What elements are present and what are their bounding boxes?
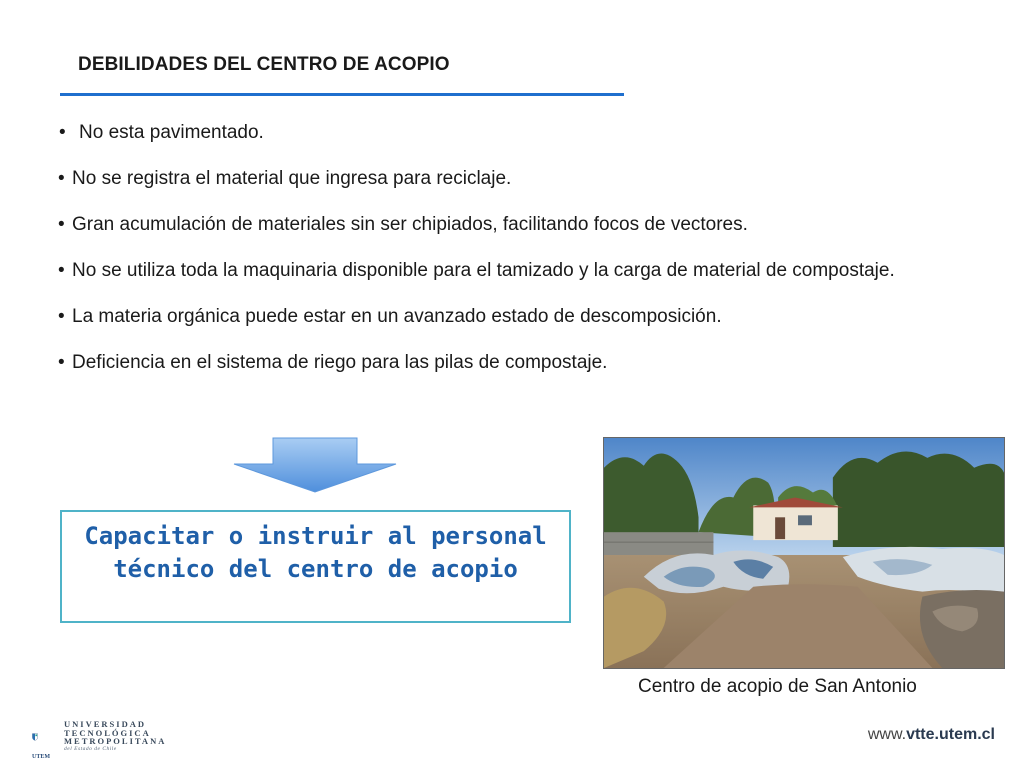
weakness-list (58, 110, 994, 386)
list-item-text: La materia orgánica puede estar en un avanzado estado de descomposición. (72, 306, 722, 327)
university-logo (64, 720, 166, 753)
list-item-text: No esta pavimentado. (79, 122, 264, 143)
list-item-text: Deficiencia en el sistema de riego para las pilas de compostaje. (72, 352, 608, 373)
bullet-icon: • (58, 260, 65, 281)
collection-site-photo (603, 437, 1005, 669)
down-arrow-icon (232, 437, 398, 493)
list-item (58, 156, 994, 202)
list-item (58, 110, 994, 156)
logo-line-3: METROPOLITANA (64, 736, 167, 746)
callout-box (60, 510, 571, 623)
list-item (58, 202, 994, 248)
utem-shield-icon (32, 719, 62, 755)
bullet-icon: • (59, 122, 66, 143)
list-item (58, 294, 994, 340)
bullet-icon: • (58, 168, 65, 189)
logo-abbr: UTEM (32, 754, 50, 760)
logo-line-4: del Estado de Chile (64, 745, 117, 752)
list-item-text: No se registra el material que ingresa para reciclaje. (72, 168, 512, 189)
list-item (58, 340, 994, 386)
bullet-icon: • (58, 306, 65, 327)
logo-line-1: UNIVERSIDAD (64, 719, 146, 729)
url-prefix: www. (867, 726, 907, 743)
logo-line-2: TECNOLÓGICA (64, 727, 151, 738)
title-underline (60, 93, 624, 96)
callout-line-1: Capacitar o instruir al personal (84, 522, 547, 550)
photo-caption: Centro de acopio de San Antonio (638, 676, 917, 697)
list-item-text: Gran acumulación de materiales sin ser chipiados, facilitando focos de vectores. (72, 214, 748, 235)
url-main: vtte.utem.cl (906, 726, 995, 743)
website-url[interactable] (868, 726, 995, 744)
list-item-text: No se utiliza toda la maquinaria disponible para el tamizado y la carga de material de compostaje. (72, 260, 895, 281)
bullet-icon: • (58, 352, 65, 373)
slide-title: DEBILIDADES DEL CENTRO DE ACOPIO (78, 54, 450, 75)
bullet-icon: • (58, 214, 65, 235)
callout-line-2: técnico del centro de acopio (113, 555, 518, 583)
list-item (58, 248, 994, 294)
